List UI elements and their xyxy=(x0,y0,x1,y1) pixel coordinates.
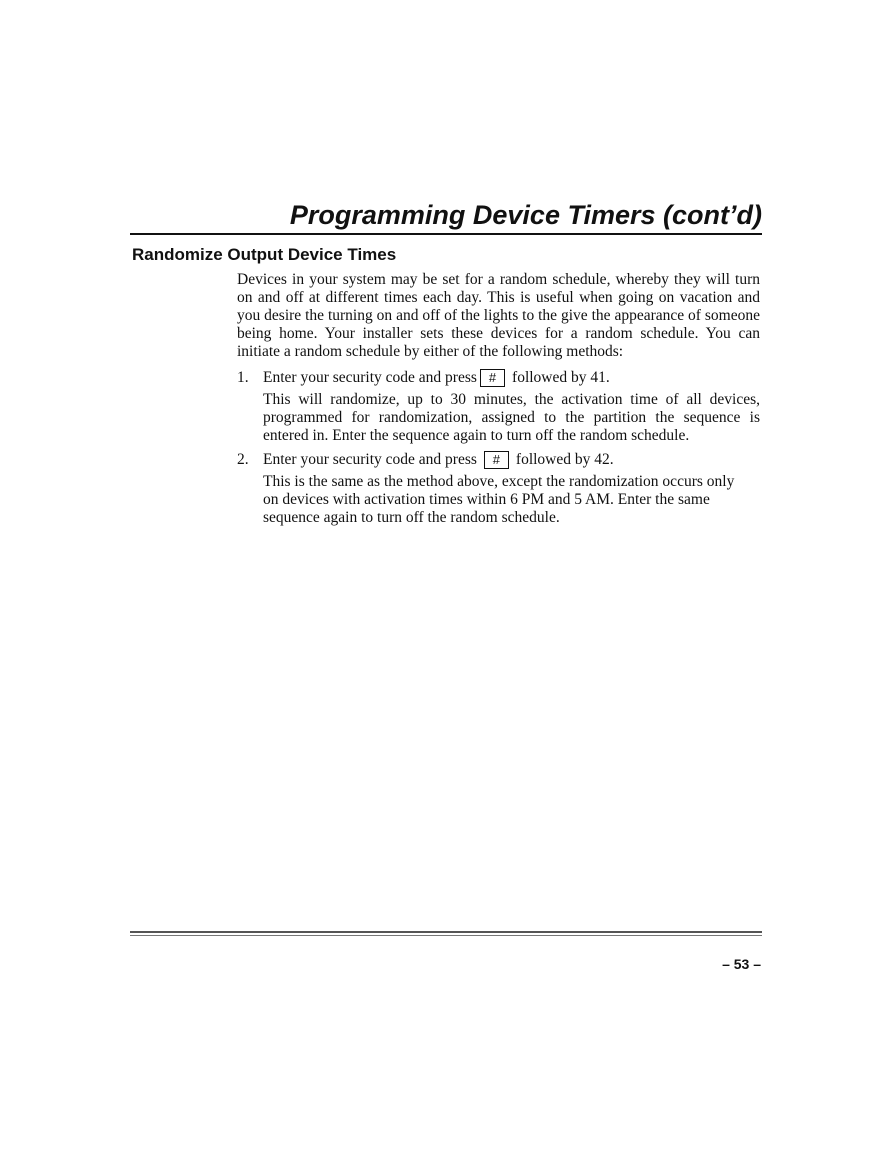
page-number: – 53 – xyxy=(722,956,761,972)
section-heading: Randomize Output Device Times xyxy=(132,245,397,264)
step-prefix: Enter your security code and press xyxy=(263,369,477,386)
pound-key: # xyxy=(480,369,505,387)
step-instruction xyxy=(263,369,760,387)
step-description: This will randomize, up to 30 minutes, the activation time of all devices, programmed for randomization, assigned to the partition the sequence is entered in. Enter the sequence again to turn off the random schedule. xyxy=(263,391,760,444)
footer-divider xyxy=(130,931,762,933)
page-title: Programming Device Timers (cont’d) xyxy=(289,200,762,230)
title-divider xyxy=(130,233,762,235)
step-suffix: followed by 41. xyxy=(512,369,610,386)
section-body xyxy=(237,271,760,533)
step-number: 2. xyxy=(237,451,249,468)
step-suffix: followed by 42. xyxy=(515,451,614,468)
footer-divider-thin xyxy=(130,935,762,936)
step-prefix: Enter your security code and press xyxy=(263,451,477,468)
step-1 xyxy=(237,369,760,445)
pound-key: # xyxy=(484,451,509,469)
step-description: This is the same as the method above, except the randomization occurs only on devices with activation times within 6 PM and 5 AM. Enter the same sequence again to turn off the random schedule. xyxy=(263,473,735,526)
intro-paragraph: Devices in your system may be set for a random schedule, whereby they will turn on and off at different times each day. This is useful when going on vacation and you desire the turning on and off of the lights to the give the appearance of someone being home. Your installer sets these devices for a random schedule. You can initiate a random schedule by either of the following methods: xyxy=(237,271,760,360)
step-instruction xyxy=(263,451,760,469)
step-2 xyxy=(237,451,760,527)
step-number: 1. xyxy=(237,369,249,386)
